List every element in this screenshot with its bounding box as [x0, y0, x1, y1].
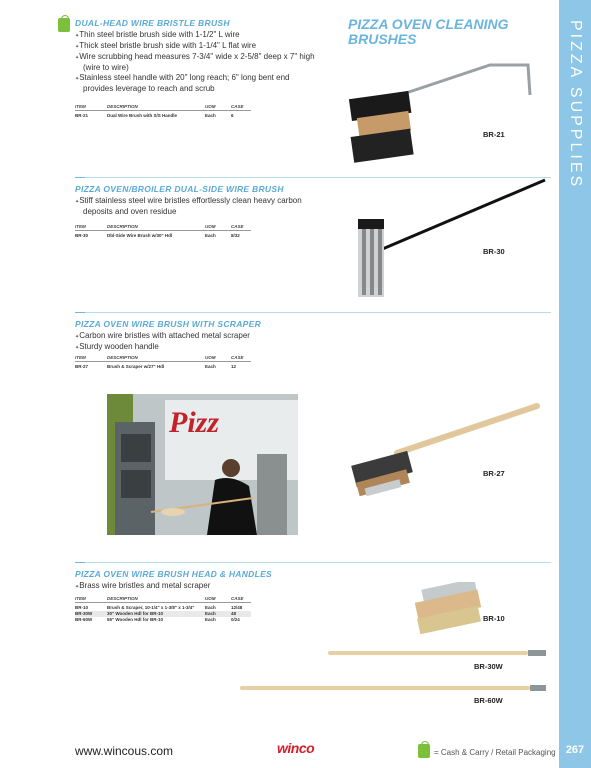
feature-bullet: ✦ Sturdy wooden handle: [75, 342, 315, 353]
spec-table-header: ITEM DESCRIPTION UOM CASE: [75, 224, 251, 231]
feature-bullet: ✦ Thin steel bristle brush side with 1-1/2" L wire: [75, 30, 315, 41]
feature-list: [75, 196, 325, 217]
table-row: BR-10 Brush & Scraper, 10-1/4" x 1-3/8" x 1-3/4" Each 12/48: [75, 605, 243, 610]
product-code-label: BR-21: [483, 130, 505, 139]
spec-table-header: ITEM DESCRIPTION UOM CASE: [75, 104, 251, 111]
spec-table-header: ITEM DESCRIPTION UOM CASE: [75, 355, 251, 362]
product-image-br-60w: [240, 683, 550, 693]
table-row: BR-27 Brush & Scraper w/27" Hdl Each 12: [75, 364, 237, 369]
table-row: BR-21 Dual Wire Brush with S/S Handle Each 6: [75, 113, 234, 118]
cash-carry-legend: = Cash & Carry / Retail Packaging: [434, 748, 556, 757]
product-image-br-30: [340, 175, 555, 305]
product-code-label: BR-30W: [474, 662, 503, 671]
product-image-br-21: [340, 55, 550, 165]
section-title: PIZZA OVEN WIRE BRUSH HEAD & HANDLES: [75, 569, 273, 579]
spec-table: [75, 596, 251, 623]
product-code-label: BR-30: [483, 247, 505, 256]
section-title: PIZZA OVEN WIRE BRUSH WITH SCRAPER: [75, 319, 262, 329]
product-image-br-30w: [328, 648, 550, 658]
table-row: BR-30 Dbl-Side Wire Brush w/30" Hdl Each 8/32: [75, 233, 240, 238]
feature-bullet: ✦ Stainless steel handle with 20" long reach; 6" long bent end provides leverage to reach and scrub: [75, 73, 315, 94]
feature-bullet: ✦ Thick steel bristle brush side with 1-1/4" L flat wire: [75, 41, 315, 52]
photo-sign-text: Pizz: [169, 406, 220, 439]
table-row: BR-60W 55" Wooden Hdl for BR-10 Each 0/24: [75, 617, 240, 622]
product-code-label: BR-10: [483, 614, 505, 623]
cash-carry-cart-icon: [58, 18, 70, 32]
feature-bullet: ✦ Carbon wire bristles with attached metal scraper: [75, 331, 315, 342]
sidebar-label: PIZZA SUPPLIES: [567, 20, 584, 190]
product-image-br-10: [410, 582, 490, 637]
cash-carry-cart-icon: [418, 744, 430, 758]
pizzeria-photo: [107, 394, 298, 535]
footer-url-link[interactable]: www.wincous.com: [75, 744, 174, 758]
feature-bullet: ✦ Brass wire bristles and metal scraper: [75, 581, 315, 592]
spec-table: [75, 355, 251, 370]
feature-bullet: ✦ Stiff stainless steel wire bristles effortlessly clean heavy carbon deposits and oven residue: [75, 196, 325, 217]
winco-logo: winco: [277, 740, 315, 756]
product-code-label: BR-27: [483, 469, 505, 478]
section-title: PIZZA OVEN/BROILER DUAL-SIDE WIRE BRUSH: [75, 184, 284, 194]
page-number: 267: [565, 744, 585, 756]
feature-list: [75, 30, 315, 94]
feature-list: [75, 331, 315, 353]
spec-table: [75, 224, 251, 239]
product-code-label: BR-60W: [474, 696, 503, 705]
section-divider: [75, 312, 551, 313]
spec-table-header: ITEM DESCRIPTION UOM CASE: [75, 596, 251, 603]
product-image-br-27: [345, 398, 545, 498]
section-divider: [75, 562, 551, 563]
feature-list: [75, 581, 315, 592]
table-row: BR-30W 30" Wooden Hdl for BR-10 Each 48: [75, 611, 251, 617]
feature-bullet: ✦ Wire scrubbing head measures 7-3/4" wide x 2-5/8" deep x 7" high (wire to wire): [75, 52, 315, 73]
section-title: DUAL-HEAD WIRE BRISTLE BRUSH: [75, 18, 230, 28]
page-title: PIZZA OVEN CLEANING BRUSHES: [348, 16, 509, 47]
spec-table: [75, 104, 251, 119]
